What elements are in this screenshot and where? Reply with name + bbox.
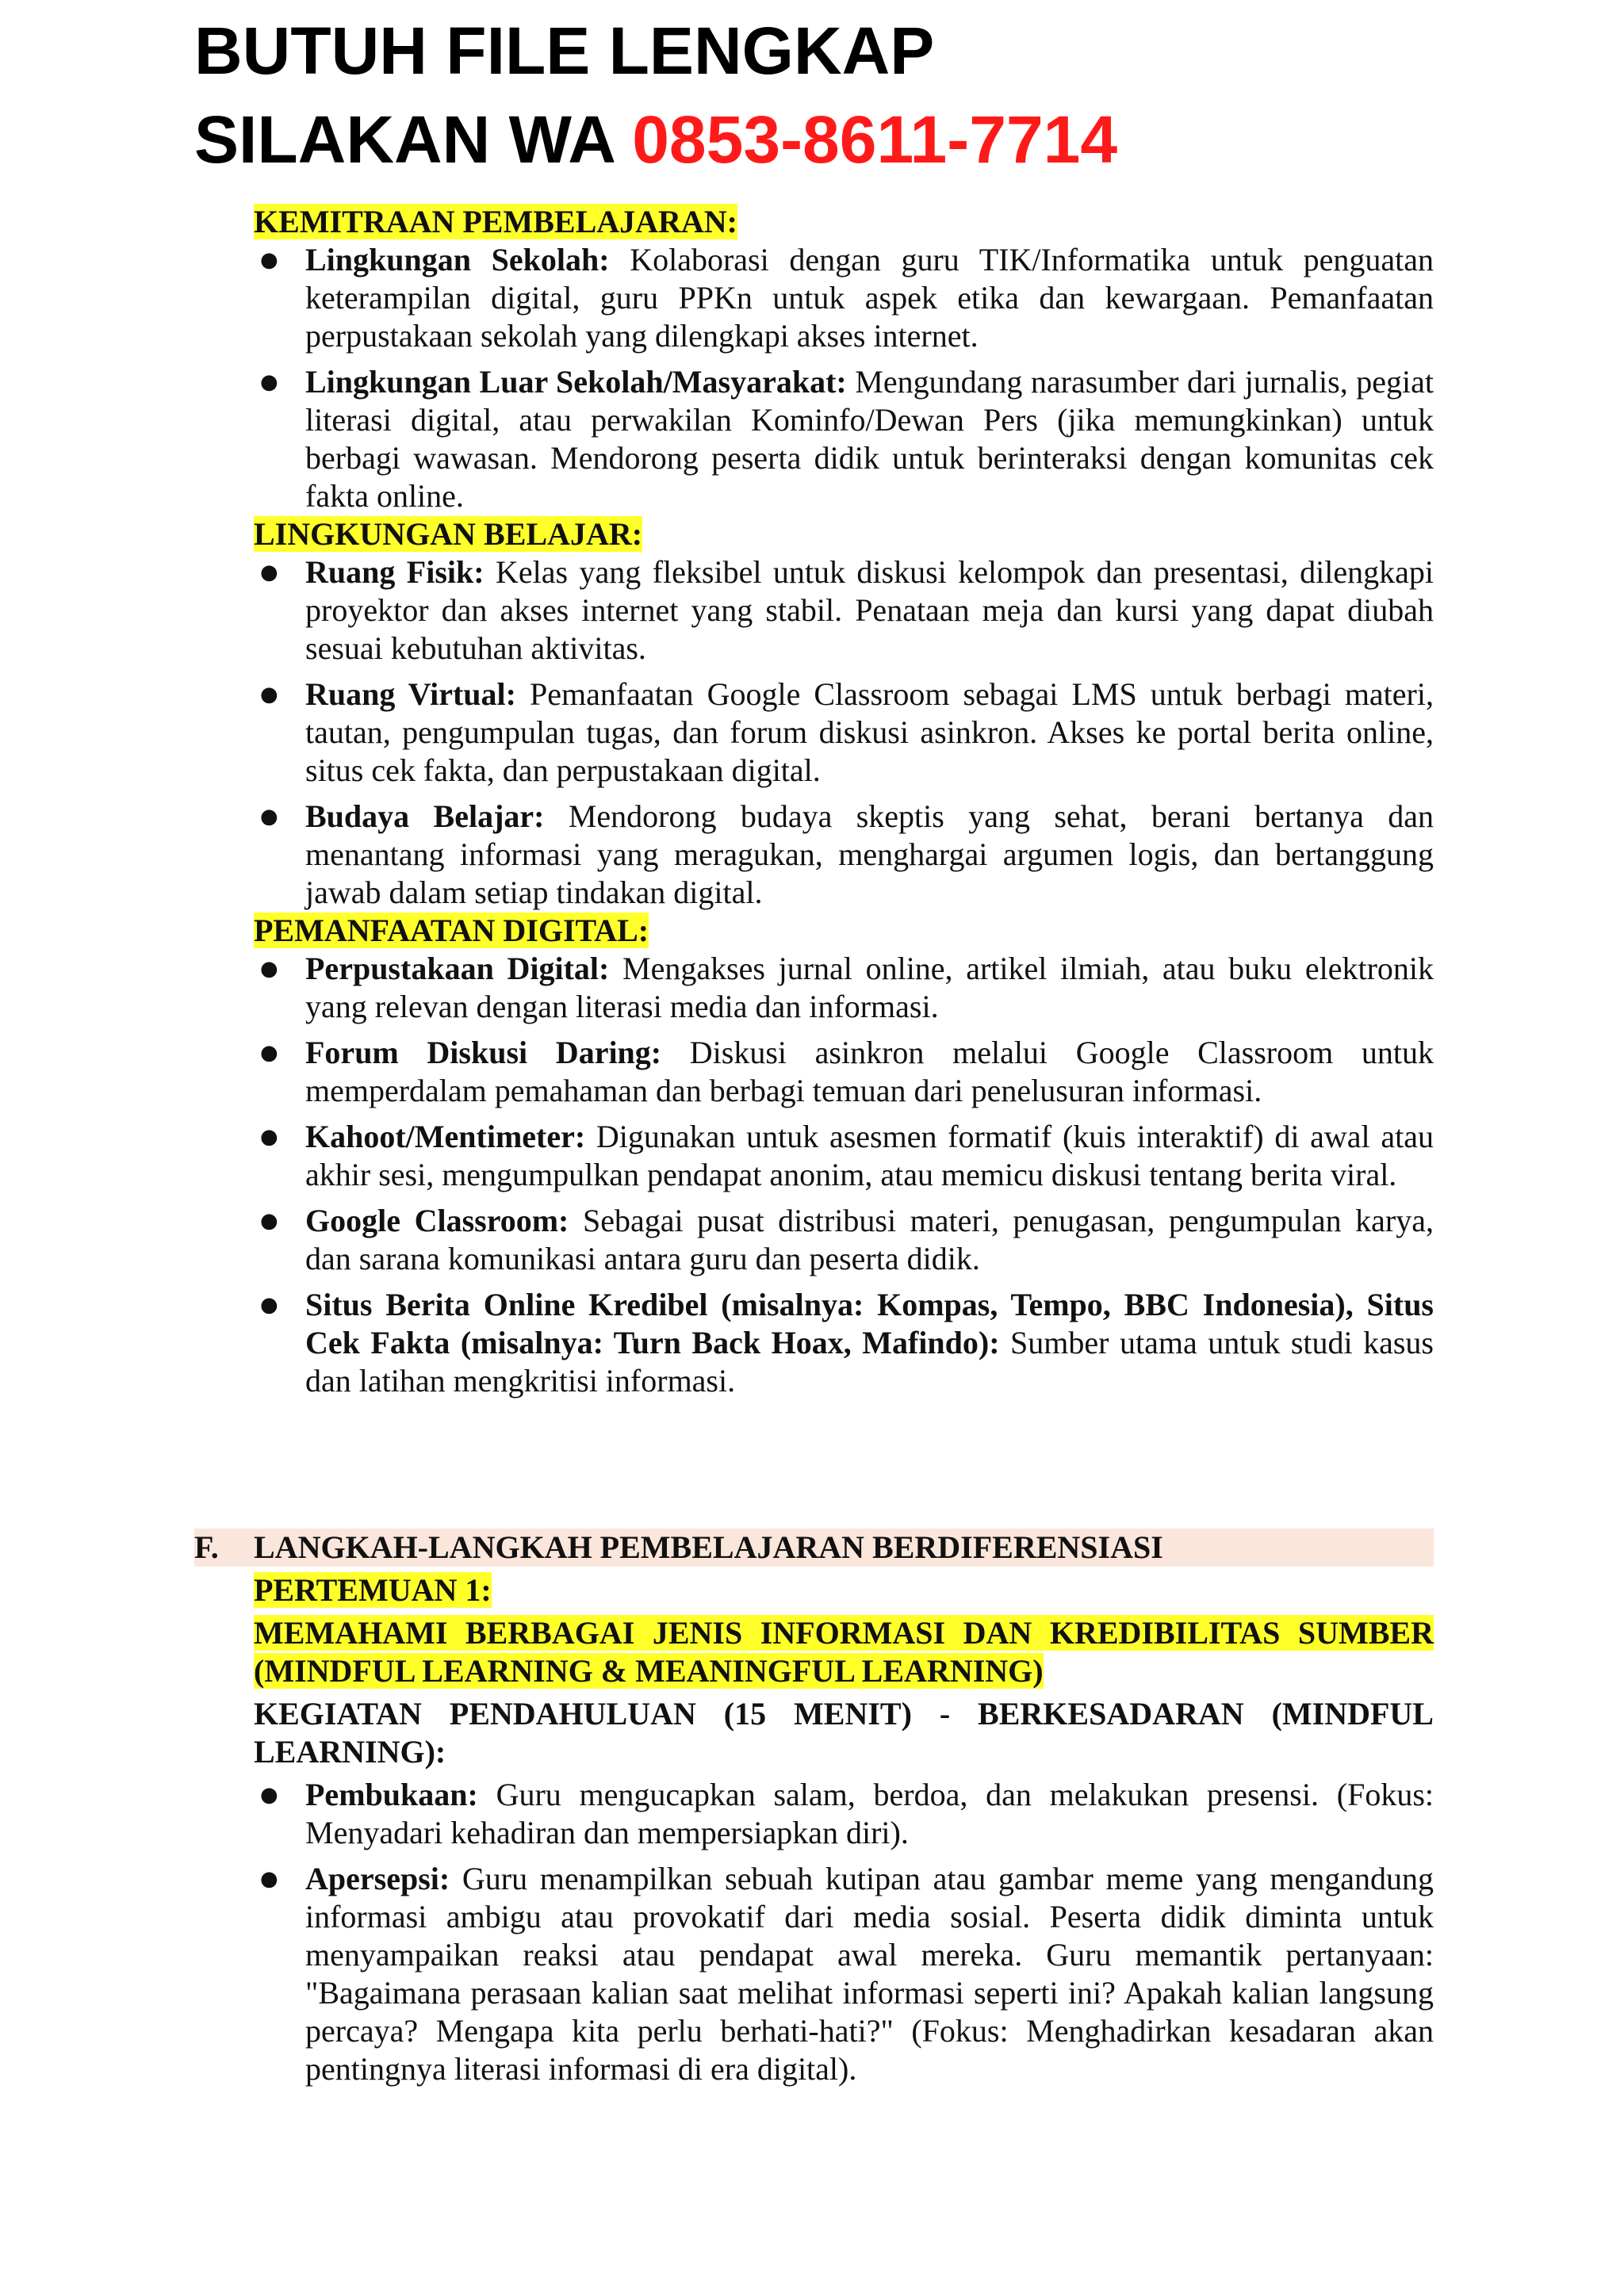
item-term: Lingkungan Luar Sekolah/Masyarakat: [305, 364, 847, 400]
item-text: Kolaborasi dengan guru TIK/Informatika untuk penguatan keterampilan digital, guru PPKn untuk aspek etika dan kewargaan. Pemanfaatan perpustakaan sekolah yang dilengkapi akses internet. [305, 242, 1434, 354]
document-body [254, 203, 1434, 1400]
item-term: Ruang Virtual: [305, 676, 516, 712]
item-term: Pembukaan: [305, 1777, 478, 1812]
banner-line-2 [194, 95, 1117, 184]
list-item [254, 1118, 1434, 1194]
section-lingkungan-belajar [254, 515, 1434, 912]
item-text: Diskusi asinkron melalui Google Classroom untuk memperdalam pemahaman dan berbagi temuan dari penelusuran informasi. [305, 1035, 1434, 1108]
bullet-list [254, 241, 1434, 515]
item-term: Forum Diskusi Daring: [305, 1035, 662, 1070]
bullet-list [254, 950, 1434, 1400]
section-pemanfaatan-digital [254, 912, 1434, 1400]
item-term: Google Classroom: [305, 1203, 569, 1238]
list-item [254, 1202, 1434, 1278]
list-item [254, 553, 1434, 668]
item-text: Kelas yang fleksibel untuk diskusi kelompok dan presentasi, dilengkapi proyektor dan akses internet yang stabil. Penataan meja dan kursi yang dapat diubah sesuai kebutuhan aktivitas. [305, 554, 1434, 666]
list-item [254, 675, 1434, 790]
list-item [254, 363, 1434, 515]
banner-phone-number: 0853-8611-7714 [632, 102, 1118, 177]
highlighted-heading-text: PERTEMUAN 1: [254, 1572, 492, 1608]
highlighted-heading-text: PEMANFAATAN DIGITAL: [254, 913, 649, 948]
pertemuan-label [254, 1571, 1434, 1609]
item-term: Ruang Fisik: [305, 554, 485, 590]
list-item [254, 241, 1434, 355]
item-text: Sebagai pusat distribusi materi, penugasan, pengumpulan karya, dan sarana komunikasi antara guru dan peserta didik. [305, 1203, 1434, 1276]
item-text: Mengakses jurnal online, artikel ilmiah, atau buku elektronik yang relevan dengan literasi media dan informasi. [305, 951, 1434, 1024]
kegiatan-heading: KEGIATAN PENDAHULUAN (15 MENIT) - BERKESADARAN (MINDFUL LEARNING): [254, 1696, 1434, 1770]
item-text: Mengundang narasumber dari jurnalis, pegiat literasi digital, atau perwakilan Kominfo/Dewan Pers (jika memungkinkan) untuk berbagi wawasan. Mendorong peserta didik untuk berinteraksi dengan komunitas cek fakta online. [305, 364, 1434, 514]
promo-banner [194, 6, 1117, 184]
list-item [254, 1034, 1434, 1110]
section-heading [254, 515, 1434, 553]
item-text: Guru mengucapkan salam, berdoa, dan melakukan presensi. (Fokus: Menyadari kehadiran dan mempersiapkan diri). [305, 1777, 1434, 1850]
banner-line-1: BUTUH FILE LENGKAP [194, 13, 935, 88]
highlighted-heading-text: MEMAHAMI BERBAGAI JENIS INFORMASI DAN KREDIBILITAS SUMBER (MINDFUL LEARNING & MEANINGFUL LEARNING) [254, 1615, 1434, 1689]
item-text: Sumber utama untuk studi kasus dan latihan mengkritisi informasi. [305, 1325, 1434, 1399]
highlighted-heading-text: LINGKUNGAN BELAJAR: [254, 516, 643, 552]
list-item [254, 798, 1434, 912]
section-heading [254, 912, 1434, 950]
section-title: LANGKAH-LANGKAH PEMBELAJARAN BERDIFERENSIASI [254, 1529, 1163, 1565]
list-item [254, 1776, 1434, 1852]
item-term: Lingkungan Sekolah: [305, 242, 610, 277]
item-term: Apersepsi: [305, 1861, 450, 1896]
pertemuan-title [254, 1614, 1434, 1690]
item-text: Guru menampilkan sebuah kutipan atau gambar meme yang mengandung informasi ambigu atau provokatif dari media sosial. Peserta didik diminta untuk menyampaikan reaksi atau pendapat awal mereka. Guru memantik pertanyaan: "Bagaimana perasaan kalian saat melihat informasi seperti ini? Apakah kalian langsung percaya? Mengapa kita perlu berhati-hati?" (Fokus: Menghadirkan kesadaran akan pentingnya literasi informasi di era digital). [305, 1861, 1434, 2087]
item-term: Kahoot/Mentimeter: [305, 1119, 586, 1154]
item-text: Digunakan untuk asesmen formatif (kuis interaktif) di awal atau akhir sesi, mengumpulkan pendapat anonim, atau memicu diskusi tentang berita viral. [305, 1119, 1434, 1192]
section-heading [254, 203, 1434, 241]
item-term: Budaya Belajar: [305, 798, 545, 834]
pertemuan-body [254, 1571, 1434, 2088]
list-item [254, 1860, 1434, 2088]
highlighted-heading-text: KEMITRAAN PEMBELAJARAN: [254, 204, 737, 239]
item-text: Pemanfaatan Google Classroom sebagai LMS untuk berbagi materi, tautan, pengumpulan tugas, dan forum diskusi asinkron. Akses ke portal berita online, situs cek fakta, dan perpustakaan digital. [305, 676, 1434, 788]
section-letter: F. [194, 1529, 219, 1565]
item-text: Mendorong budaya skeptis yang sehat, berani bertanya dan menantang informasi yang meragukan, menghargai argumen logis, dan bertanggung jawab dalam setiap tindakan digital. [305, 798, 1434, 910]
section-kemitraan [254, 203, 1434, 515]
bullet-list [254, 1776, 1434, 2088]
list-item [254, 1286, 1434, 1400]
item-term: Perpustakaan Digital: [305, 951, 610, 986]
item-term: Situs Berita Online Kredibel (misalnya: Kompas, Tempo, BBC Indonesia), Situs Cek Fakta (misalnya: Turn Back Hoax, Mafindo): [305, 1287, 1434, 1360]
banner-prefix: SILAKAN WA [194, 102, 633, 177]
bullet-list [254, 553, 1434, 912]
section-f-header [194, 1529, 1434, 1567]
list-item [254, 950, 1434, 1026]
